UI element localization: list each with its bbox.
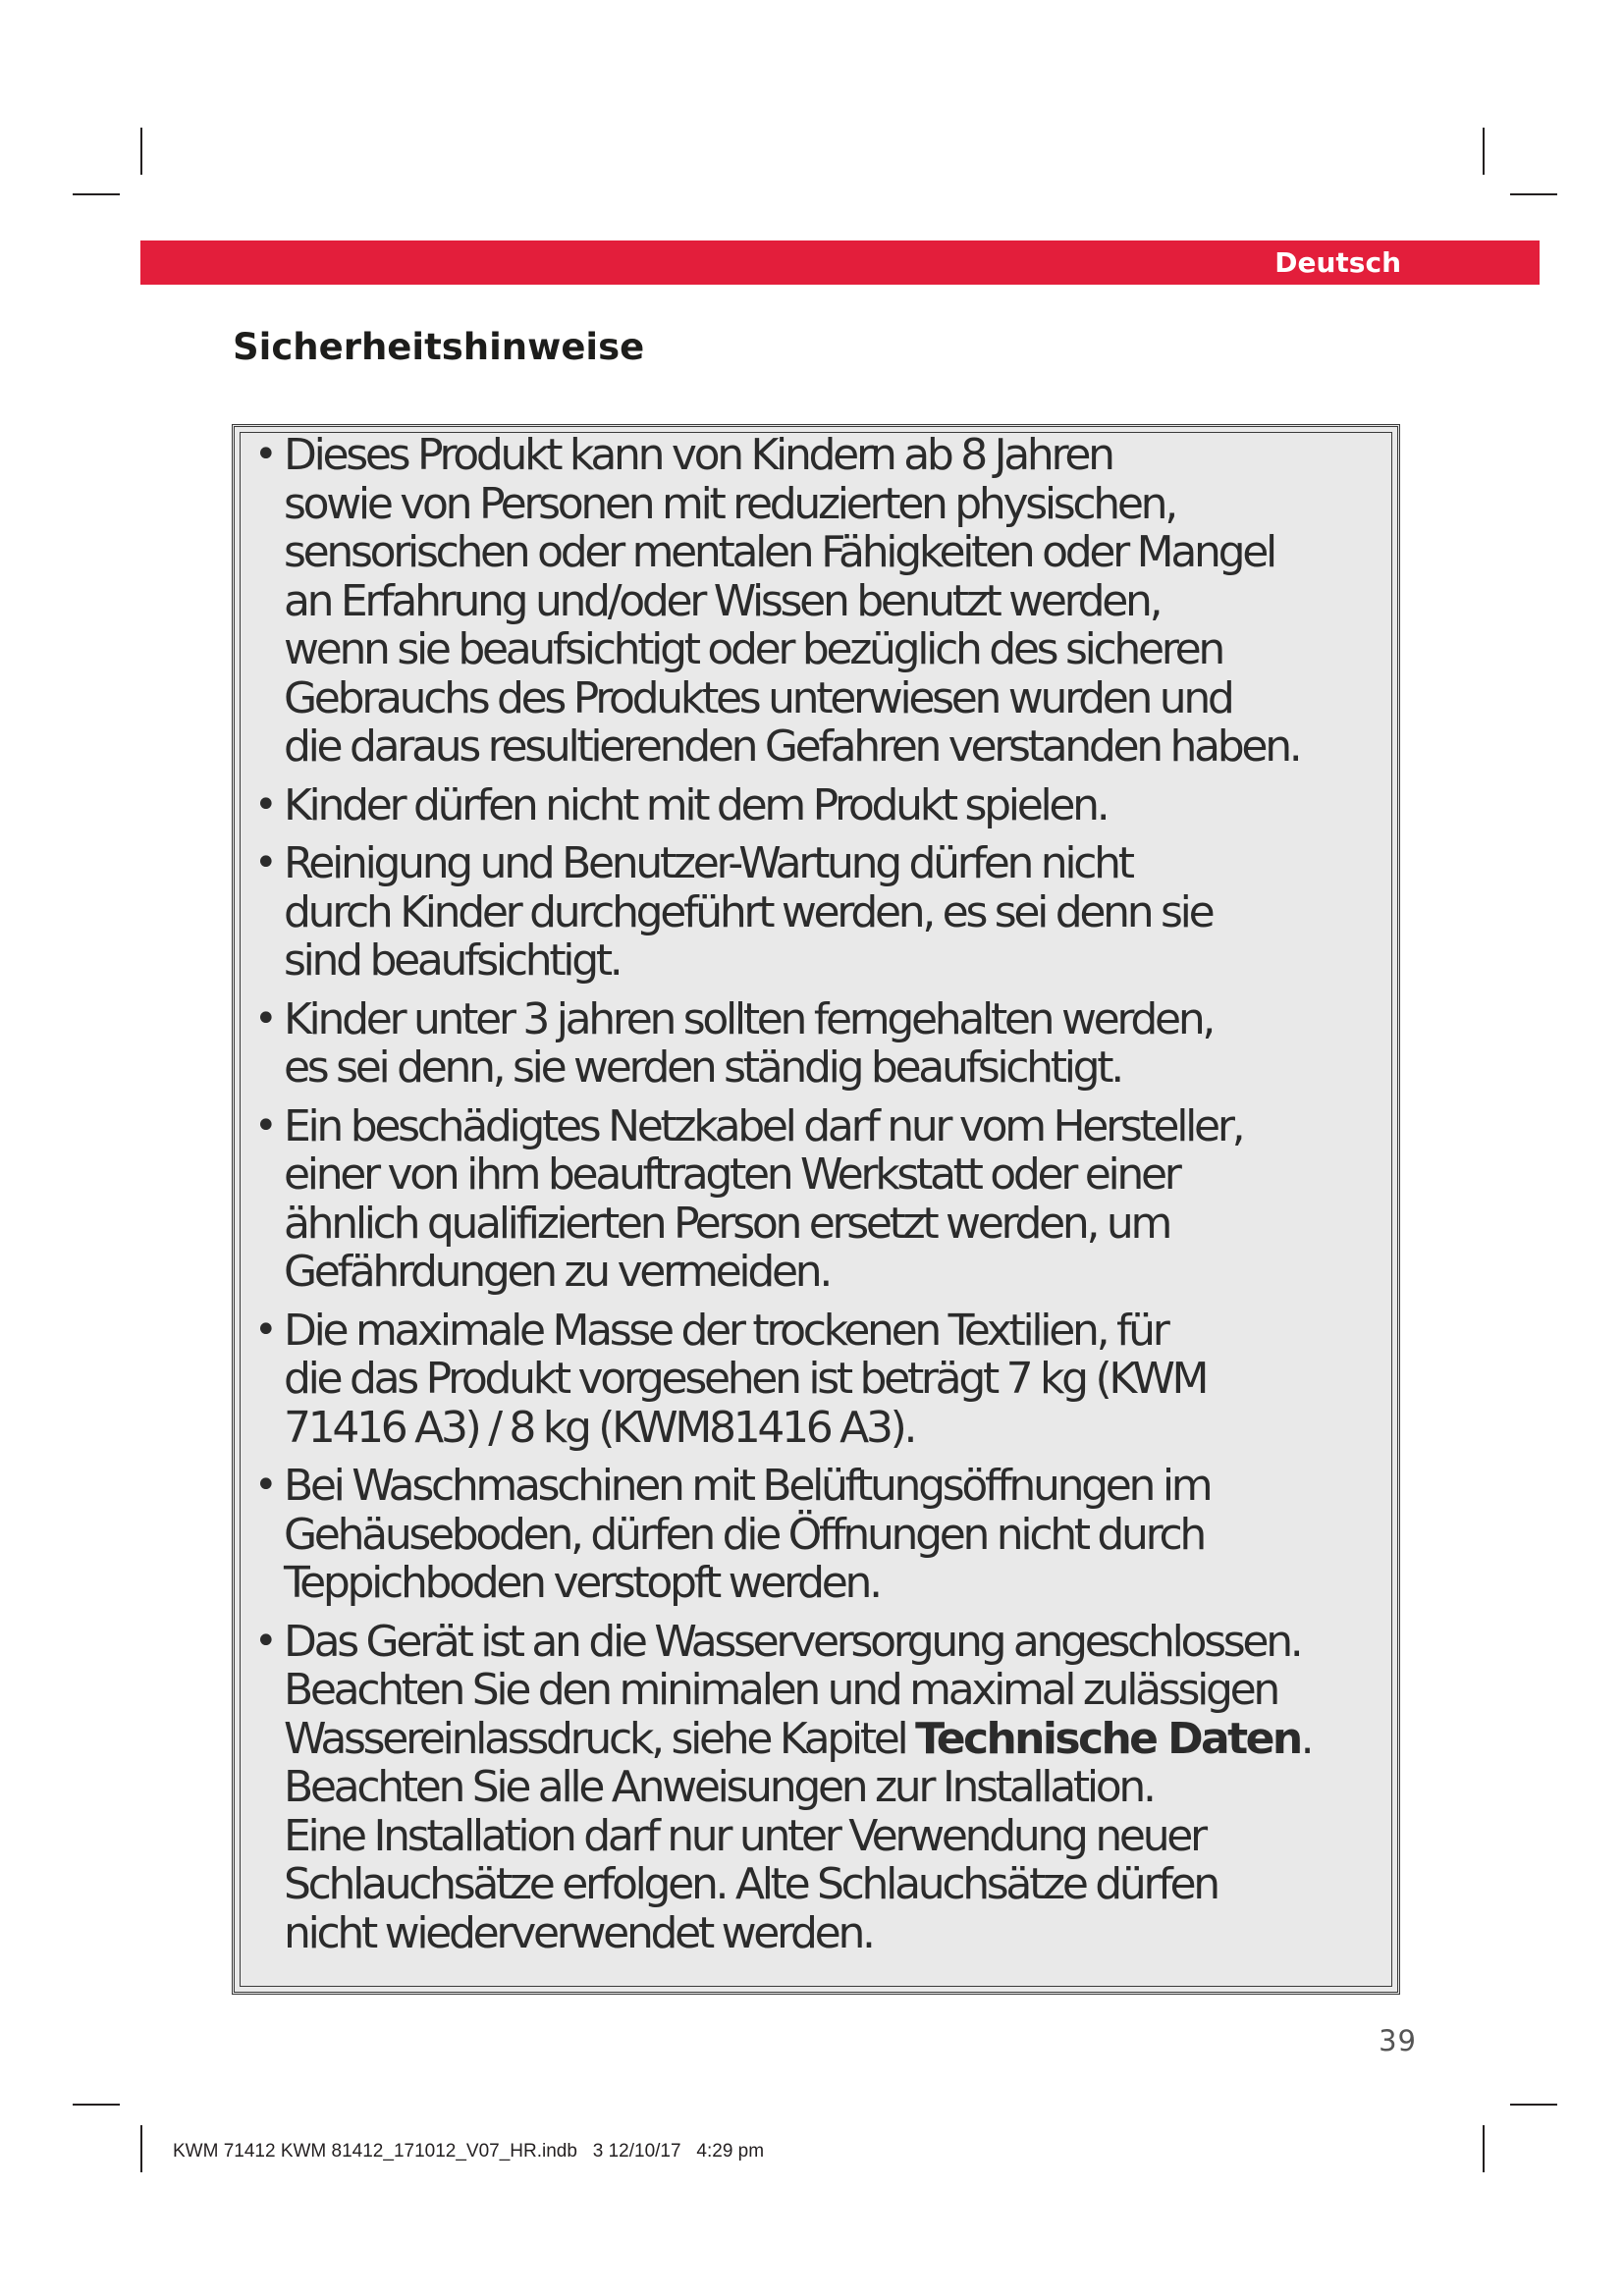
language-label: Deutsch [1274,246,1401,279]
safety-note [254,431,1389,772]
bullet-icon: • [254,1102,278,1148]
crop-mark-top-left-vertical [140,128,142,175]
crop-mark-bottom-right-horizontal [1510,2104,1557,2106]
safety-note [254,781,1389,830]
safety-note-text: Ein beschädigtes Netzkabel darf nur vom Hersteller, einer von ihm beauftragten Werkstatt oder einer ähnlich qualifizierten Person ersetzt werden, um Gefährdungen zu vermeiden. [284,1100,1243,1297]
safety-note-text-continuation: Beachten Sie alle Anweisungen zur Installation. Eine Installation darf nur unter Verwendung neuer Schlauchsätze erfolgen. Alte Schlauchsätze dürfen nicht wiederverwendet werden. [284,1762,1218,1958]
safety-notes-box [232,424,1400,1995]
safety-note [254,1462,1389,1608]
crop-mark-bottom-left-vertical [140,2125,142,2172]
safety-note-text: Kinder dürfen nicht mit dem Produkt spielen. [284,779,1108,830]
safety-note [254,1618,1389,1958]
page-number: 39 [1379,2024,1417,2057]
safety-note-text: Kinder unter 3 jahren sollten ferngehalten werden, es sei denn, sie werden ständig beaufsichtigt. [284,993,1214,1093]
section-title: Sicherheitshinweise [233,326,645,368]
print-slug: KWM 71412 KWM 81412_171012_V07_HR.indb 3 12/10/17 4:29 pm [173,2141,765,2162]
safety-note [254,995,1389,1093]
chapter-reference-technical-data: Technische Daten [915,1713,1301,1764]
safety-note [254,1102,1389,1297]
crop-mark-top-left-horizontal [73,193,120,195]
safety-notes-list [254,431,1389,1967]
bullet-icon: • [254,1463,278,1508]
safety-note-text-punctuation: . [1300,1713,1312,1764]
bullet-icon: • [254,1618,278,1664]
bullet-icon: • [254,781,278,828]
crop-mark-top-right-horizontal [1510,193,1557,195]
safety-note [254,839,1389,986]
safety-note-text: Das Gerät ist an die Wasserversorgung angeschlossen. Beachten Sie den minimalen und maximal zulässigen Wassereinlassdruck, siehe Kapitel [284,1616,1301,1764]
bullet-icon: • [254,1307,278,1353]
safety-note-text: Die maximale Masse der trockenen Textilien, für die das Produkt vorgesehen ist beträgt 7 kg (KWM 71416 A3) / 8 kg (KWM81416 A3). [284,1305,1207,1453]
crop-mark-bottom-right-vertical [1483,2125,1485,2172]
bullet-icon: • [254,995,278,1041]
safety-note [254,1307,1389,1453]
language-header-bar [140,240,1540,285]
bullet-icon: • [254,840,278,885]
safety-note-text: Reinigung und Benutzer-Wartung dürfen nicht durch Kinder durchgeführt werden, es sei denn sie sind beaufsichtigt. [284,838,1213,986]
crop-mark-top-right-vertical [1483,128,1485,175]
crop-mark-bottom-left-horizontal [73,2104,120,2106]
safety-note-text: Dieses Produkt kann von Kindern ab 8 Jahren sowie von Personen mit reduzierten physischen, sensorischen oder mentalen Fähigkeiten oder Mangel an Erfahrung und/oder Wissen benutzt werden, wenn sie beaufsichtigt oder bezüglich des sicheren Gebrauchs des Produktes unterwiesen wurden und die daraus resultierenden Gefahren verstanden haben. [284,430,1300,772]
bullet-icon: • [254,432,278,477]
safety-note-text: Bei Waschmaschinen mit Belüftungsöffnungen im Gehäuseboden, dürfen die Öffnungen nicht durch Teppichboden verstopft werden. [284,1461,1211,1608]
